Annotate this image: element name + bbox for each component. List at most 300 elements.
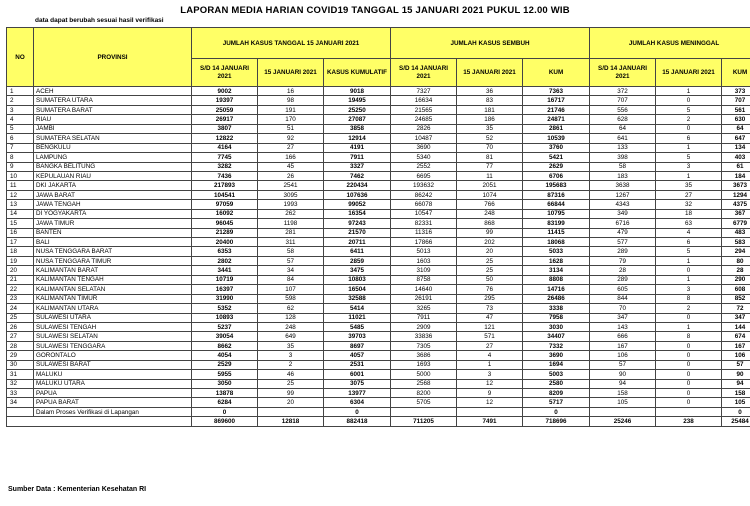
row-sembuh-tgl: 3 xyxy=(457,370,523,379)
row-kasus-tgl: 84 xyxy=(258,275,324,284)
row-kasus-tgl: 51 xyxy=(258,124,324,133)
table-row xyxy=(7,407,750,416)
row-sembuh-tgl: 36 xyxy=(457,87,523,96)
row-meninggal-sd: 90 xyxy=(590,370,656,379)
row-meninggal-tgl: 1 xyxy=(656,171,722,180)
row-kasus-sd: 97059 xyxy=(192,200,258,209)
row-sembuh-sd: 193632 xyxy=(391,181,457,190)
row-no: 3 xyxy=(7,105,34,114)
table-row xyxy=(7,266,750,275)
row-sembuh-kum: 0 xyxy=(523,407,590,416)
table-row xyxy=(7,190,750,199)
row-no: 19 xyxy=(7,256,34,265)
row-kasus-kumulatif: 6001 xyxy=(324,370,391,379)
row-provinsi: GORONTALO xyxy=(34,351,192,360)
row-sembuh-tgl: 295 xyxy=(457,294,523,303)
row-kasus-kumulatif: 20711 xyxy=(324,238,391,247)
row-provinsi: SULAWESI BARAT xyxy=(34,360,192,369)
row-meninggal-kum: 707 xyxy=(722,96,750,105)
report-title: LAPORAN MEDIA HARIAN COVID19 TANGGAL 15 JANUARI 2021 PUKUL 12.00 WIB xyxy=(180,5,570,16)
row-meninggal-tgl: 0 xyxy=(656,266,722,275)
row-meninggal-kum: 0 xyxy=(722,407,750,416)
row-kasus-sd: 3441 xyxy=(192,266,258,275)
row-provinsi: JAMBI xyxy=(34,124,192,133)
header-no: NO xyxy=(7,28,34,87)
row-kasus-sd: 25059 xyxy=(192,105,258,114)
row-meninggal-sd: 3638 xyxy=(590,181,656,190)
row-sembuh-sd: 2909 xyxy=(391,322,457,331)
table-row xyxy=(7,124,750,133)
row-meninggal-tgl: 1 xyxy=(656,143,722,152)
row-no: 1 xyxy=(7,87,34,96)
row-meninggal-kum: 28 xyxy=(722,266,750,275)
row-meninggal-kum: 134 xyxy=(722,143,750,152)
row-provinsi: KALIMANTAN TIMUR xyxy=(34,294,192,303)
row-kasus-kumulatif: 25250 xyxy=(324,105,391,114)
row-sembuh-kum: 3760 xyxy=(523,143,590,152)
row-no xyxy=(7,407,34,416)
row-meninggal-tgl: 1 xyxy=(656,87,722,96)
table-row xyxy=(7,162,750,171)
row-kasus-kumulatif: 6304 xyxy=(324,398,391,407)
covid-report-table xyxy=(6,27,750,427)
row-sembuh-sd: 5340 xyxy=(391,153,457,162)
row-sembuh-kum: 2629 xyxy=(523,162,590,171)
row-provinsi: SUMATERA UTARA xyxy=(34,96,192,105)
row-sembuh-tgl: 20 xyxy=(457,247,523,256)
row-meninggal-sd: 158 xyxy=(590,389,656,398)
row-provinsi: KALIMANTAN SELATAN xyxy=(34,285,192,294)
row-sembuh-tgl: 81 xyxy=(457,153,523,162)
row-provinsi: SULAWESI SELATAN xyxy=(34,332,192,341)
table-row xyxy=(7,389,750,398)
row-meninggal-kum: 483 xyxy=(722,228,750,237)
row-meninggal-sd: 605 xyxy=(590,285,656,294)
table-row xyxy=(7,256,750,265)
total-kasus-sd: 869600 xyxy=(192,417,258,427)
header-meninggal-tgl: 15 JANUARI 2021 xyxy=(656,59,722,87)
row-sembuh-tgl: 202 xyxy=(457,238,523,247)
row-meninggal-kum: 647 xyxy=(722,134,750,143)
row-sembuh-sd: 14640 xyxy=(391,285,457,294)
row-meninggal-sd: 628 xyxy=(590,115,656,124)
row-meninggal-sd: 57 xyxy=(590,360,656,369)
row-meninggal-sd: 707 xyxy=(590,96,656,105)
row-sembuh-kum: 195683 xyxy=(523,181,590,190)
row-sembuh-tgl: 1 xyxy=(457,360,523,369)
row-no: 12 xyxy=(7,190,34,199)
row-kasus-sd: 217893 xyxy=(192,181,258,190)
row-meninggal-kum: 1294 xyxy=(722,190,750,199)
row-sembuh-tgl: 77 xyxy=(457,162,523,171)
header-meninggal-sd: S/D 14 JANUARI 2021 xyxy=(590,59,656,87)
row-meninggal-kum: 294 xyxy=(722,247,750,256)
table-row xyxy=(7,105,750,114)
row-provinsi: JAWA BARAT xyxy=(34,190,192,199)
row-sembuh-kum: 2580 xyxy=(523,379,590,388)
row-sembuh-kum: 5421 xyxy=(523,153,590,162)
row-meninggal-sd: 666 xyxy=(590,332,656,341)
row-meninggal-sd: 4343 xyxy=(590,200,656,209)
row-kasus-kumulatif: 12914 xyxy=(324,134,391,143)
row-sembuh-kum: 5717 xyxy=(523,398,590,407)
header-sembuh-kum: KUM xyxy=(523,59,590,87)
row-no: 4 xyxy=(7,115,34,124)
report-subtitle: data dapat berubah sesuai hasil verifikasi xyxy=(35,17,164,24)
row-meninggal-tgl: 2 xyxy=(656,115,722,124)
total-meninggal-tgl: 238 xyxy=(656,417,722,427)
row-meninggal-tgl: 3 xyxy=(656,285,722,294)
table-row xyxy=(7,322,750,331)
row-sembuh-sd xyxy=(391,407,457,416)
row-kasus-sd: 7436 xyxy=(192,171,258,180)
row-sembuh-kum: 16717 xyxy=(523,96,590,105)
row-sembuh-sd: 1603 xyxy=(391,256,457,265)
row-kasus-sd: 104541 xyxy=(192,190,258,199)
row-kasus-kumulatif: 39703 xyxy=(324,332,391,341)
row-meninggal-kum: 106 xyxy=(722,351,750,360)
row-kasus-tgl: 45 xyxy=(258,162,324,171)
row-kasus-sd: 31990 xyxy=(192,294,258,303)
row-sembuh-tgl: 35 xyxy=(457,124,523,133)
row-sembuh-kum: 14716 xyxy=(523,285,590,294)
row-sembuh-kum: 10795 xyxy=(523,209,590,218)
row-kasus-kumulatif: 16504 xyxy=(324,285,391,294)
row-kasus-sd: 8662 xyxy=(192,341,258,350)
row-kasus-sd: 3282 xyxy=(192,162,258,171)
row-kasus-tgl: 25 xyxy=(258,379,324,388)
row-meninggal-kum: 94 xyxy=(722,379,750,388)
row-sembuh-tgl: 181 xyxy=(457,105,523,114)
row-meninggal-sd: 79 xyxy=(590,256,656,265)
row-kasus-kumulatif: 27087 xyxy=(324,115,391,124)
header-kasus-tgl: 15 JANUARI 2021 xyxy=(258,59,324,87)
row-meninggal-sd: 28 xyxy=(590,266,656,275)
total-kasus-kumulatif: 882418 xyxy=(324,417,391,427)
row-meninggal-sd: 167 xyxy=(590,341,656,350)
row-kasus-tgl: 2541 xyxy=(258,181,324,190)
row-sembuh-kum: 8209 xyxy=(523,389,590,398)
row-meninggal-sd: 133 xyxy=(590,143,656,152)
row-provinsi: MALUKU UTARA xyxy=(34,379,192,388)
row-meninggal-sd: 94 xyxy=(590,379,656,388)
row-kasus-tgl: 2 xyxy=(258,360,324,369)
header-sembuh-tgl: 15 JANUARI 2021 xyxy=(457,59,523,87)
row-no: 14 xyxy=(7,209,34,218)
table-row xyxy=(7,96,750,105)
row-provinsi: SULAWESI TENGAH xyxy=(34,322,192,331)
row-meninggal-tgl: 0 xyxy=(656,341,722,350)
row-sembuh-tgl: 766 xyxy=(457,200,523,209)
row-kasus-tgl: 35 xyxy=(258,341,324,350)
table-row xyxy=(7,153,750,162)
row-meninggal-sd: 106 xyxy=(590,351,656,360)
row-meninggal-tgl: 32 xyxy=(656,200,722,209)
row-kasus-tgl: 16 xyxy=(258,87,324,96)
row-no: 6 xyxy=(7,134,34,143)
row-kasus-kumulatif: 0 xyxy=(324,407,391,416)
row-kasus-kumulatif: 13977 xyxy=(324,389,391,398)
row-kasus-tgl: 57 xyxy=(258,256,324,265)
row-no: 28 xyxy=(7,341,34,350)
total-sembuh-sd: 711205 xyxy=(391,417,457,427)
row-kasus-sd: 3807 xyxy=(192,124,258,133)
row-meninggal-tgl: 5 xyxy=(656,247,722,256)
row-sembuh-tgl: 868 xyxy=(457,219,523,228)
row-kasus-tgl xyxy=(258,407,324,416)
row-kasus-kumulatif: 97243 xyxy=(324,219,391,228)
table-row xyxy=(7,313,750,322)
row-kasus-kumulatif: 2531 xyxy=(324,360,391,369)
row-sembuh-sd: 3690 xyxy=(391,143,457,152)
row-kasus-kumulatif: 21570 xyxy=(324,228,391,237)
header-kasus-kumulatif: KASUS KUMULATIF xyxy=(324,59,391,87)
row-sembuh-kum: 7332 xyxy=(523,341,590,350)
row-no: 16 xyxy=(7,228,34,237)
row-provinsi: ACEH xyxy=(34,87,192,96)
row-meninggal-tgl: 1 xyxy=(656,322,722,331)
row-meninggal-kum: 80 xyxy=(722,256,750,265)
table-row xyxy=(7,115,750,124)
table-row xyxy=(7,275,750,284)
row-sembuh-tgl: 25 xyxy=(457,266,523,275)
row-meninggal-kum: 561 xyxy=(722,105,750,114)
row-sembuh-kum: 3338 xyxy=(523,304,590,313)
row-meninggal-kum: 184 xyxy=(722,171,750,180)
table-row xyxy=(7,238,750,247)
row-kasus-kumulatif: 4057 xyxy=(324,351,391,360)
row-meninggal-tgl: 2 xyxy=(656,304,722,313)
row-no: 18 xyxy=(7,247,34,256)
row-sembuh-kum: 3030 xyxy=(523,322,590,331)
row-provinsi: KEPULAUAN RIAU xyxy=(34,171,192,180)
row-kasus-sd: 9002 xyxy=(192,87,258,96)
table-row xyxy=(7,200,750,209)
table-row xyxy=(7,87,750,96)
row-meninggal-tgl: 0 xyxy=(656,360,722,369)
total-row xyxy=(7,417,750,427)
row-sembuh-kum: 34407 xyxy=(523,332,590,341)
row-no: 15 xyxy=(7,219,34,228)
row-sembuh-sd: 86242 xyxy=(391,190,457,199)
header-group-kasus: JUMLAH KASUS TANGGAL 15 JANUARI 2021 xyxy=(192,28,391,59)
row-sembuh-kum: 8808 xyxy=(523,275,590,284)
row-sembuh-sd: 82331 xyxy=(391,219,457,228)
row-no: 2 xyxy=(7,96,34,105)
row-kasus-tgl: 62 xyxy=(258,304,324,313)
row-kasus-tgl: 191 xyxy=(258,105,324,114)
row-no: 20 xyxy=(7,266,34,275)
row-no: 8 xyxy=(7,153,34,162)
row-meninggal-sd: 844 xyxy=(590,294,656,303)
row-sembuh-sd: 5013 xyxy=(391,247,457,256)
row-kasus-tgl: 58 xyxy=(258,247,324,256)
row-meninggal-sd: 6716 xyxy=(590,219,656,228)
row-sembuh-sd: 3686 xyxy=(391,351,457,360)
row-meninggal-tgl: 5 xyxy=(656,105,722,114)
row-meninggal-tgl: 1 xyxy=(656,256,722,265)
row-meninggal-tgl: 0 xyxy=(656,370,722,379)
row-kasus-kumulatif: 19495 xyxy=(324,96,391,105)
row-kasus-sd: 19397 xyxy=(192,96,258,105)
row-kasus-sd: 13878 xyxy=(192,389,258,398)
row-meninggal-tgl: 0 xyxy=(656,124,722,133)
row-sembuh-kum: 7363 xyxy=(523,87,590,96)
row-provinsi: KALIMANTAN TENGAH xyxy=(34,275,192,284)
header-group-sembuh: JUMLAH KASUS SEMBUH xyxy=(391,28,590,59)
row-sembuh-sd: 33836 xyxy=(391,332,457,341)
row-kasus-tgl: 98 xyxy=(258,96,324,105)
row-meninggal-tgl: 6 xyxy=(656,238,722,247)
row-meninggal-kum: 852 xyxy=(722,294,750,303)
row-meninggal-tgl: 0 xyxy=(656,389,722,398)
row-sembuh-tgl: 2051 xyxy=(457,181,523,190)
row-sembuh-tgl: 99 xyxy=(457,228,523,237)
row-kasus-sd: 7745 xyxy=(192,153,258,162)
row-provinsi: JAWA TIMUR xyxy=(34,219,192,228)
row-no: 30 xyxy=(7,360,34,369)
row-provinsi: SUMATERA SELATAN xyxy=(34,134,192,143)
row-kasus-sd: 16092 xyxy=(192,209,258,218)
table-row xyxy=(7,294,750,303)
source-note: Sumber Data : Kementerian Kesehatan RI xyxy=(8,486,147,493)
row-kasus-tgl: 92 xyxy=(258,134,324,143)
row-sembuh-kum: 1694 xyxy=(523,360,590,369)
row-provinsi: SULAWESI TENGGARA xyxy=(34,341,192,350)
row-meninggal-kum: 630 xyxy=(722,115,750,124)
row-sembuh-kum: 11415 xyxy=(523,228,590,237)
row-sembuh-kum: 1628 xyxy=(523,256,590,265)
header-group-meninggal: JUMLAH KASUS MENINGGAL xyxy=(590,28,750,59)
row-provinsi: DI YOGYAKARTA xyxy=(34,209,192,218)
row-no: 26 xyxy=(7,322,34,331)
header-provinsi: PROVINSI xyxy=(34,28,192,87)
row-no: 34 xyxy=(7,398,34,407)
row-kasus-tgl: 3095 xyxy=(258,190,324,199)
row-meninggal-tgl: 0 xyxy=(656,351,722,360)
row-kasus-sd: 0 xyxy=(192,407,258,416)
row-meninggal-sd: 479 xyxy=(590,228,656,237)
row-kasus-tgl: 598 xyxy=(258,294,324,303)
row-sembuh-kum: 5033 xyxy=(523,247,590,256)
row-meninggal-tgl: 0 xyxy=(656,96,722,105)
row-kasus-tgl: 649 xyxy=(258,332,324,341)
row-no: 10 xyxy=(7,171,34,180)
row-meninggal-kum: 158 xyxy=(722,389,750,398)
row-kasus-kumulatif: 5485 xyxy=(324,322,391,331)
row-meninggal-sd: 183 xyxy=(590,171,656,180)
row-meninggal-kum: 64 xyxy=(722,124,750,133)
total-sembuh-tgl: 7491 xyxy=(457,417,523,427)
row-provinsi: BALI xyxy=(34,238,192,247)
row-sembuh-kum: 3134 xyxy=(523,266,590,275)
row-provinsi: SUMATERA BARAT xyxy=(34,105,192,114)
row-sembuh-sd: 1693 xyxy=(391,360,457,369)
row-meninggal-tgl xyxy=(656,407,722,416)
row-provinsi: DKI JAKARTA xyxy=(34,181,192,190)
row-kasus-sd: 12822 xyxy=(192,134,258,143)
row-sembuh-sd: 24685 xyxy=(391,115,457,124)
row-no: 27 xyxy=(7,332,34,341)
row-no: 31 xyxy=(7,370,34,379)
row-kasus-tgl: 26 xyxy=(258,171,324,180)
row-kasus-sd: 4164 xyxy=(192,143,258,152)
row-sembuh-tgl: 50 xyxy=(457,275,523,284)
row-sembuh-sd: 7327 xyxy=(391,87,457,96)
row-sembuh-sd: 26191 xyxy=(391,294,457,303)
row-provinsi: KALIMANTAN UTARA xyxy=(34,304,192,313)
row-provinsi: BANTEN xyxy=(34,228,192,237)
row-kasus-tgl: 311 xyxy=(258,238,324,247)
row-kasus-sd: 10893 xyxy=(192,313,258,322)
row-meninggal-kum: 347 xyxy=(722,313,750,322)
row-kasus-sd: 20400 xyxy=(192,238,258,247)
row-sembuh-tgl: 12 xyxy=(457,379,523,388)
table-row xyxy=(7,285,750,294)
row-sembuh-tgl: 70 xyxy=(457,143,523,152)
row-kasus-sd: 2802 xyxy=(192,256,258,265)
row-sembuh-tgl: 73 xyxy=(457,304,523,313)
table-row xyxy=(7,398,750,407)
row-meninggal-kum: 674 xyxy=(722,332,750,341)
row-meninggal-kum: 3673 xyxy=(722,181,750,190)
row-sembuh-kum: 18068 xyxy=(523,238,590,247)
row-kasus-kumulatif: 6411 xyxy=(324,247,391,256)
row-kasus-kumulatif: 3327 xyxy=(324,162,391,171)
row-kasus-sd: 4054 xyxy=(192,351,258,360)
row-sembuh-tgl: 9 xyxy=(457,389,523,398)
table-row xyxy=(7,341,750,350)
row-provinsi: BENGKULU xyxy=(34,143,192,152)
row-no: 5 xyxy=(7,124,34,133)
row-sembuh-sd: 10487 xyxy=(391,134,457,143)
row-provinsi: PAPUA xyxy=(34,389,192,398)
row-meninggal-tgl: 8 xyxy=(656,332,722,341)
row-no: 13 xyxy=(7,200,34,209)
row-meninggal-tgl: 18 xyxy=(656,209,722,218)
row-kasus-kumulatif: 5414 xyxy=(324,304,391,313)
row-kasus-sd: 6284 xyxy=(192,398,258,407)
row-kasus-sd: 16397 xyxy=(192,285,258,294)
row-kasus-kumulatif: 3858 xyxy=(324,124,391,133)
row-sembuh-sd: 3109 xyxy=(391,266,457,275)
table-row xyxy=(7,209,750,218)
row-kasus-kumulatif: 99052 xyxy=(324,200,391,209)
row-meninggal-sd: 398 xyxy=(590,153,656,162)
row-kasus-sd: 5955 xyxy=(192,370,258,379)
row-kasus-tgl: 281 xyxy=(258,228,324,237)
row-kasus-kumulatif: 3475 xyxy=(324,266,391,275)
row-meninggal-kum: 608 xyxy=(722,285,750,294)
row-sembuh-kum: 7958 xyxy=(523,313,590,322)
row-meninggal-tgl: 27 xyxy=(656,190,722,199)
table-row xyxy=(7,332,750,341)
row-provinsi: MALUKU xyxy=(34,370,192,379)
row-meninggal-sd: 641 xyxy=(590,134,656,143)
row-no: 32 xyxy=(7,379,34,388)
row-sembuh-sd: 7305 xyxy=(391,341,457,350)
row-kasus-kumulatif: 7911 xyxy=(324,153,391,162)
row-kasus-tgl: 20 xyxy=(258,398,324,407)
row-meninggal-sd: 1267 xyxy=(590,190,656,199)
row-sembuh-tgl: 186 xyxy=(457,115,523,124)
row-sembuh-tgl: 248 xyxy=(457,209,523,218)
header-sembuh-sd: S/D 14 JANUARI 2021 xyxy=(391,59,457,87)
row-meninggal-kum: 403 xyxy=(722,153,750,162)
row-sembuh-sd: 2552 xyxy=(391,162,457,171)
row-no: 17 xyxy=(7,238,34,247)
row-sembuh-sd: 8758 xyxy=(391,275,457,284)
